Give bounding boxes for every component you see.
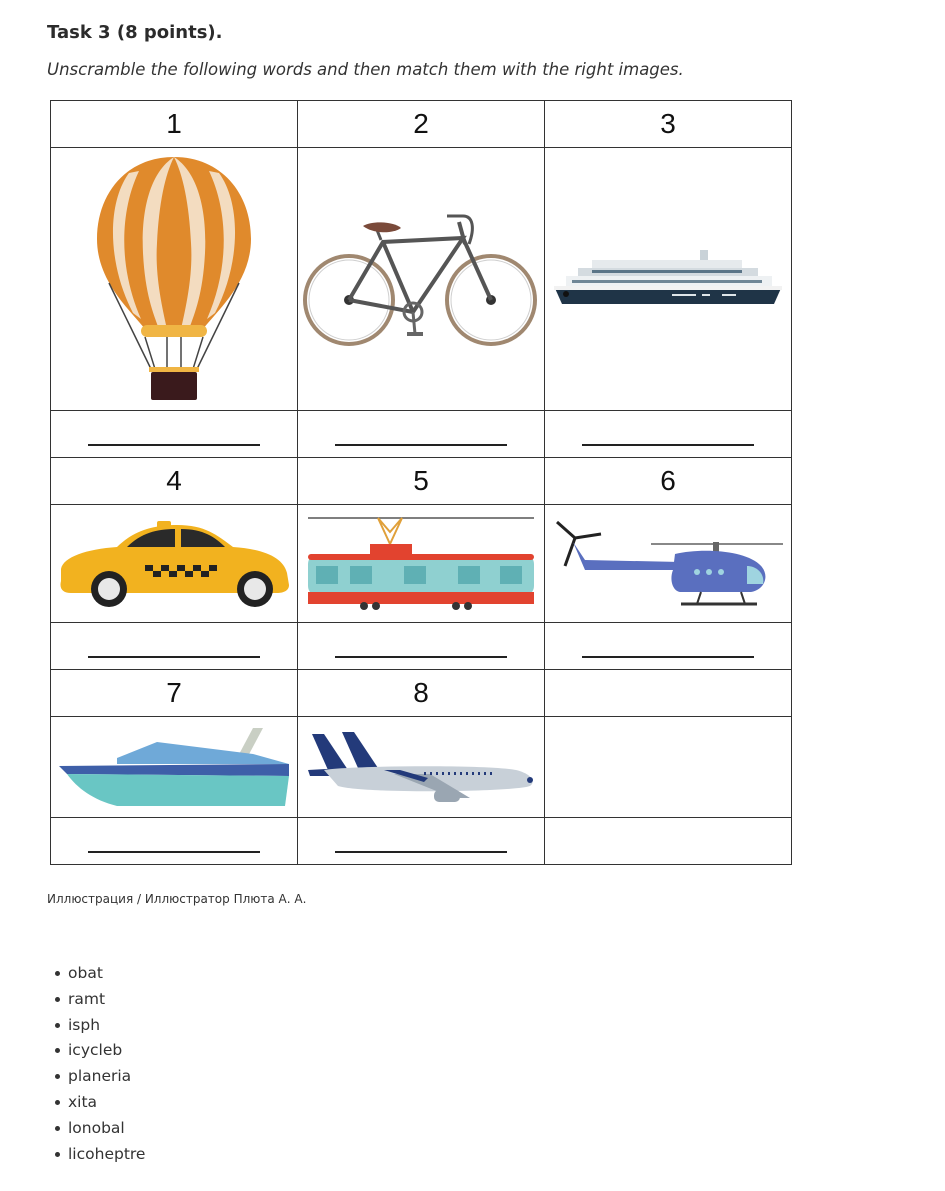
answer-blank-6[interactable] <box>545 623 792 670</box>
cell-number-1: 1 <box>51 101 298 148</box>
image-cell-6 <box>545 505 792 623</box>
answer-blank-2[interactable] <box>298 411 545 458</box>
cruise-ship-image <box>552 244 784 314</box>
image-cell-4 <box>51 505 298 623</box>
hot-air-balloon-image <box>89 153 259 405</box>
list-item: obat <box>47 962 145 988</box>
answer-blank-8[interactable] <box>298 818 545 865</box>
answer-blank-3[interactable] <box>545 411 792 458</box>
image-cell-1 <box>51 148 298 411</box>
answer-blank-5[interactable] <box>298 623 545 670</box>
scrambled-word-list <box>47 962 145 1168</box>
airplane-image <box>304 724 538 810</box>
cell-number-8: 8 <box>298 670 545 717</box>
task-instruction: Unscramble the following words and then match them with the right images. <box>47 60 684 79</box>
answer-blank-1[interactable] <box>51 411 298 458</box>
list-item: planeria <box>47 1065 145 1091</box>
motorboat-image <box>57 724 291 810</box>
cell-number-7: 7 <box>51 670 298 717</box>
list-item: isph <box>47 1014 145 1040</box>
answer-cell-empty <box>545 818 792 865</box>
helicopter-image <box>551 514 785 614</box>
cell-number-3: 3 <box>545 101 792 148</box>
tram-image <box>304 514 538 614</box>
list-item: licoheptre <box>47 1143 145 1169</box>
cell-number-5: 5 <box>298 458 545 505</box>
list-item: icycleb <box>47 1039 145 1065</box>
image-cell-7 <box>51 717 298 818</box>
cell-number-2: 2 <box>298 101 545 148</box>
cell-number-empty <box>545 670 792 717</box>
answer-blank-4[interactable] <box>51 623 298 670</box>
image-cell-2 <box>298 148 545 411</box>
taxi-image <box>57 519 291 609</box>
bicycle-image <box>303 204 539 354</box>
list-item: lonobal <box>47 1117 145 1143</box>
task-title: Task 3 (8 points). <box>47 22 223 43</box>
image-cell-empty <box>545 717 792 818</box>
list-item: ramt <box>47 988 145 1014</box>
list-item: xita <box>47 1091 145 1117</box>
illustration-credit: Иллюстрация / Иллюстратор Плюта А. А. <box>47 892 307 906</box>
cell-number-4: 4 <box>51 458 298 505</box>
picture-grid <box>50 100 792 865</box>
image-cell-8 <box>298 717 545 818</box>
image-cell-3 <box>545 148 792 411</box>
answer-blank-7[interactable] <box>51 818 298 865</box>
image-cell-5 <box>298 505 545 623</box>
cell-number-6: 6 <box>545 458 792 505</box>
